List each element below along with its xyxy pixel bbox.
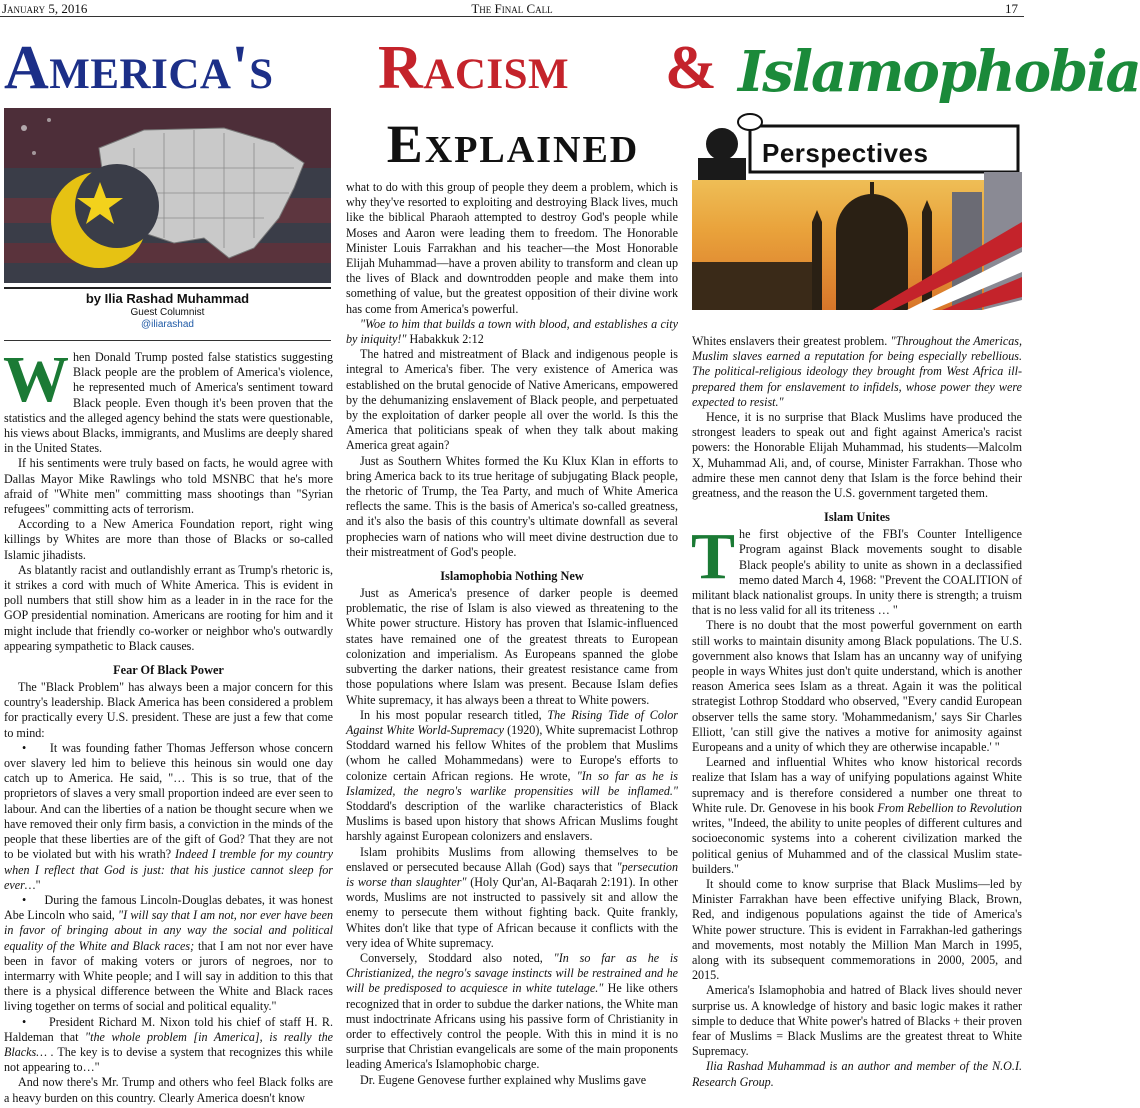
paragraph: Just as Southern Whites formed the Ku Klux Klan in efforts to bring America back to its true heritage of subjugating Black people, the rhetoric of Trump, the Tea Party, and much of White America reflects the same. This is the basis of America's so-called greatness, and it's also the basis of this country's ultimate downfall as several prophecies warn of nations who will meet divine destruction due to their mistreatment of God's people. <box>346 453 678 559</box>
paragraph: Dr. Eugene Genovese further explained why Muslims gave <box>360 1072 647 1087</box>
paragraph <box>346 708 678 845</box>
paragraph: The hatred and mistreatment of Black and indigenous people is integral to America's fiber. The very existence of America was established on the brutal genocide of Native Americans, empowered by the dehumanizing enslavement of Black people, and perpetuated by the exploitation of darker people all over the world. Is this the America that politicians speak of when they talk about making America great again? <box>346 347 678 453</box>
perspectives-label: Perspectives <box>762 138 929 168</box>
bullet-text: It was founding father Thomas Jefferson whose concern over slavery led him to believe this heinous sin would one day catch up to America. He said, "… This is so true, that of the proprietors of slaves a very small proportion indeed are ever seen to labour. And can the liberties of a nation be thought secure when we have removed their only firm basis, a conviction in the minds of the people that these liberties are of the gift of God? That they are not to be violated but with his wrath? <box>4 740 334 862</box>
page-number: 17 <box>1005 1 1018 16</box>
paragraph <box>346 845 678 951</box>
paragraph: The "Black Problem" has always been a major concern for this country's leadership. Black America has been considered a problem for practically every U.S. president. These are just a few that come to mind: <box>4 680 333 740</box>
book-title: The Rising Tide of Color Against White World-Supremacy <box>346 707 678 737</box>
quote: "I will say that I am not, nor ever have been in favor of bringing about in any way the social and political equality of the White and Black races; <box>4 908 333 953</box>
paper-name: The Final Call <box>471 1 553 16</box>
illustration-perspectives <box>692 112 1022 310</box>
paragraph-text: (1920), White supremacist Lothrop Stoddard warned his fellow Whites of the problem that Muslims (whom he called Mohammedans) were to Europe's efforts to colonize certain African regions. He wrote, <box>346 722 678 783</box>
article-column-3 <box>692 334 1022 1090</box>
paragraph-text: (Holy Qur'an, Al-Baqarah 2:191). In other words, Muslims are not instructed to passively sit and allow the enemy to persecute them without fighting back. Quite frankly, Whites don't like that type of African because it conflicts with the very idea of White supremacy. <box>346 874 678 950</box>
headline-explained: Explained <box>386 114 640 174</box>
paragraph-text: he first objective of the FBI's Counter Intelligence Program against Black movements sought to disable Black people's ability to unite as shown in a declassified memo dated March 4, 1968: "Prevent the COALITION of militant black nationalist groups. In unity there is strength; a truism that is no less valid for all its triteness … " <box>692 527 1022 618</box>
byline-rule <box>4 340 331 341</box>
drop-cap: T <box>691 520 736 594</box>
paragraph-text: Stoddard's description of the warlike characteristics of Black Muslims is based upon history that shows African Muslims fought harshly against European colonizers and enslavers. <box>346 798 678 844</box>
author-name: by Ilia Rashad Muhammad <box>85 291 250 306</box>
paragraph: If his sentiments were truly based on facts, he would agree with Dallas Mayor Mike Rawlings who told MSNBC that he's more afraid of "White men" committing mass shootings than "Syrian refugees" committing acts of terrorism. <box>4 456 333 517</box>
scripture-quote: "Woe to him that builds a town with blood, and establishes a city by iniquity!" <box>346 316 678 347</box>
bullet-text: President Richard M. Nixon told his chief of staff H. R. Haldeman that <box>4 1014 334 1044</box>
illustration-map-crescent <box>4 108 331 283</box>
issue-date: January 5, 2016 <box>2 1 88 16</box>
paragraph-text: Islam prohibits Muslims from allowing themselves to be enslaved or persecuted because Allah (God) says that <box>346 844 678 874</box>
paragraph <box>692 1059 1022 1089</box>
section-heading: Islam Unites <box>824 510 890 525</box>
bullet-item: • It was founding father Thomas Jefferson whose concern over slavery led him to believe this heinous sin would one day catch up to America. He said, "… This is so true, that of the proprietors of slaves a very small proportion indeed are ever seen to labour. And can the liberties of a nation be thought secure when we have removed their only firm basis, a conviction in the minds of the people that these liberties are of the gift of God? That they are not to be violated but with his wrath? Indeed I tremble for my country when I reflect that God is just: that his justice cannot sleep for ever…" <box>4 740 334 892</box>
section-heading: Islamophobia Nothing New <box>440 569 584 584</box>
author-handle[interactable]: @iliarashad <box>141 319 194 330</box>
paragraph: There is no doubt that the most powerful government on earth still works to maintain disunity among Black populations. The U.S. government also knows that Islam has an uncanny way of unifying people in ways Whites just don't quite understand, which is another reason America sees Islam as a threat. Again it was the political strategist Lothrop Stoddard who observed, "Every candid European observer tells the same story. 'Mohammedanism,' says Sir Charles Elliott, 'can still give the natives a motive for animosity against Europeans and a unity of which they are otherwise incapable.' " <box>692 618 1022 755</box>
quote: "In so far as he is Christianized, the negro's savage instincts will be restrained and he will be predisposed to acquiesce in white tutelage." <box>346 950 679 996</box>
paragraph <box>346 317 678 347</box>
author-bio: Ilia Rashad Muhammad is an author and member of the N.O.I. Research Group. <box>692 1059 1022 1089</box>
bullet-item: • During the famous Lincoln-Douglas debates, it was honest Abe Lincoln who said, "I will say that I am not, nor ever have been in favor of bringing about in any way the social and political equality of the White and Black races; that I am not nor ever have been in favor of making voters or jurors of negroes, nor to intermarry with White people; and I will say in addition to this that there is a physical difference between the White and Black races living together on terms of social and political equality." <box>4 892 334 1014</box>
drop-cap: W <box>3 343 69 416</box>
bullet-text: The key is to devise a system that recognizes this while not appearing to…" <box>4 1044 333 1075</box>
paragraph: America's Islamophobia and hatred of Black lives should never surprise us. A knowledge of history and basic logic makes it rather simple to deduce that White power's hatred of Blacks + their proven fear of Muslims = Black Muslims are the greatest threat to White Supremacy. <box>692 983 1022 1059</box>
quote: Indeed I tremble for my country when I reflect that God is just: that his justice cannot sleep for ever… <box>4 847 333 892</box>
paragraph: It should come to know surprise that Black Muslims—led by Minister Farrakhan have been effective unifying Black, Brown, Red, and indigenous populations against the tide of America's White power structure. This is evident in Farrakhan-led gatherings and movements, most notably the Million Man March in 1995, along with its subsequent commemorations in 2000, 2005, and 2015. <box>692 876 1022 983</box>
quote-close: " <box>35 877 41 892</box>
paragraph-text: He like others recognized that in order to subdue the darker nations, the White man must indoctrinate Africans using his passive form of Christianity in order to effectively control the people. With this in mind it is no surprise that Christian evangelicals are some of the main proponents leading America's Islamophobic charge. <box>346 981 678 1072</box>
quote: "the whole problem [in America], is really the Blacks… . <box>4 1029 334 1059</box>
bullet-text: During the famous Lincoln-Douglas debates, it was honest Abe Lincoln who said, <box>4 892 333 923</box>
quote: "In so far as he is Islamized, the negro's warlike propensities will be inflamed." <box>346 768 678 798</box>
paragraph: And now there's Mr. Trump and others who feel Black folks are a heavy burden on this country. Clearly America doesn't know <box>4 1075 333 1105</box>
paragraph <box>691 520 1022 618</box>
paragraph <box>692 755 1022 877</box>
paragraph-text: Conversely, Stoddard also noted, <box>360 950 543 965</box>
article-column-1 <box>3 343 334 1106</box>
paragraph: Hence, it is no surprise that Black Muslims have produced the strongest leaders to speak out and fight against America's racist powers: the Honorable Elijah Muhammad, his students—Malcolm X, Muhammad Ali, and, of course, Minister Farrakhan. Those who admire these men cannot deny that Islam is the force behind their greatness, and the reason the U.S. government targeted them. <box>692 410 1022 501</box>
paragraph-text: Whites enslavers their greatest problem. <box>692 334 888 348</box>
quote: "Throughout the Americas, Muslim slaves earned a reputation for being especially rebellious. The political-religious ideology they brought from West Africa ill-prepared them for enslavement to infidels, whose power they were expected to resist." <box>692 334 1022 409</box>
paragraph: Just as America's presence of darker people is deemed problematic, the rise of Islam is also viewed as threatening to the White power structure. History has proven that Islamic-influenced states have remained one of the greatest threats to European colonization and imperialism. As Europeans spanned the globe subverting the darker nations, their greatest resistance came from those populations where Islam was present. Because Islam defies White supremacy, it has always been a threat to White powers. <box>346 586 678 707</box>
page-header <box>0 0 1024 17</box>
paragraph-text: writes, "Indeed, the ability to unite peoples of different cultures and socioeconomic systems into a coherent civilization marked the political genius of Muhammed and of the classical Muslim state-builders." <box>692 816 1022 876</box>
scripture-reference: Habakkuk 2:12 <box>409 332 484 347</box>
book-title: From Rebellion to Revolution <box>877 800 1023 815</box>
headline-ampersand: & <box>665 34 718 102</box>
byline <box>4 291 331 331</box>
article-column-2 <box>346 180 678 1088</box>
paragraph: what to do with this group of people they deem a problem, which is why they've resorted to exploiting and destroying Black lives, much like the biblical Pharaoh attempted to destroy God's people while Moses and Aaron were leading them to freedom. The Honorable Minister Louis Farrakhan and his teacher—the Most Honorable Elijah Muhammad—have a proven ability to transform and clean up the lives of Black and downtrodden people and make them into something of value, but the greatest opposition of their divine work has come from America's powerful. <box>346 180 678 316</box>
headline <box>0 28 1140 108</box>
paragraph <box>692 334 1022 410</box>
author-role: Guest Columnist <box>130 307 205 318</box>
paragraph-text: In his most popular research titled, <box>360 707 542 722</box>
paragraph <box>3 343 333 456</box>
quote: "persecution is worse than slaughter" <box>346 859 678 889</box>
bullet-item: • President Richard M. Nixon told his chief of staff H. R. Haldeman that "the whole problem [in America], is really the Blacks… . The key is to devise a system that recognizes this while not appearing to…" <box>4 1014 334 1075</box>
map-crescent-graphic <box>4 108 331 283</box>
bullet-text: that I am not nor ever have been in favor of making voters or jurors of negroes, nor to intermarry with White people; and I will say in addition to this that there is a physical difference between the White and Black races living together on terms of social and political equality." <box>4 938 334 1014</box>
paragraph-text: hen Donald Trump posted false statistics suggesting Black people are the problem of America's violence, he represented much of America's sentiment toward Black people. Even though it's been proven that the statistics and the alleged agency behind the stats were questionable, his views about Blacks, immigrants, and Muslims are deeply shared in the United States. <box>4 350 333 456</box>
illustration-rule <box>4 287 331 289</box>
headline-racism: Racism <box>378 34 570 102</box>
section-heading: Fear Of Black Power <box>113 663 224 678</box>
paragraph <box>346 951 678 1073</box>
paragraph: According to a New America Foundation report, right wing killings by Whites are more than those of Blacks or so-called Islamic jihadists. <box>4 517 333 562</box>
paragraph: As blatantly racist and outlandishly errant as Trump's rhetoric is, it strikes a cord with much of White America. This is evident in poll numbers that still show him as a leader in in the race for the GOP presidential nomination. Americans are rooting for him and it might include that friendly co-worker or neighbor who's outwardly appearing sympathetic to Black causes. <box>4 562 333 653</box>
headline-islamophobia: Islamophobia <box>738 39 1140 105</box>
paragraph-text: Learned and influential Whites who know historical records realize that Islam has a way of unifying populations against White supremacy and is therefore considered a number one threat to White rule. Dr. Genovese in his book <box>692 755 1022 815</box>
headline-america: America's <box>4 34 274 102</box>
